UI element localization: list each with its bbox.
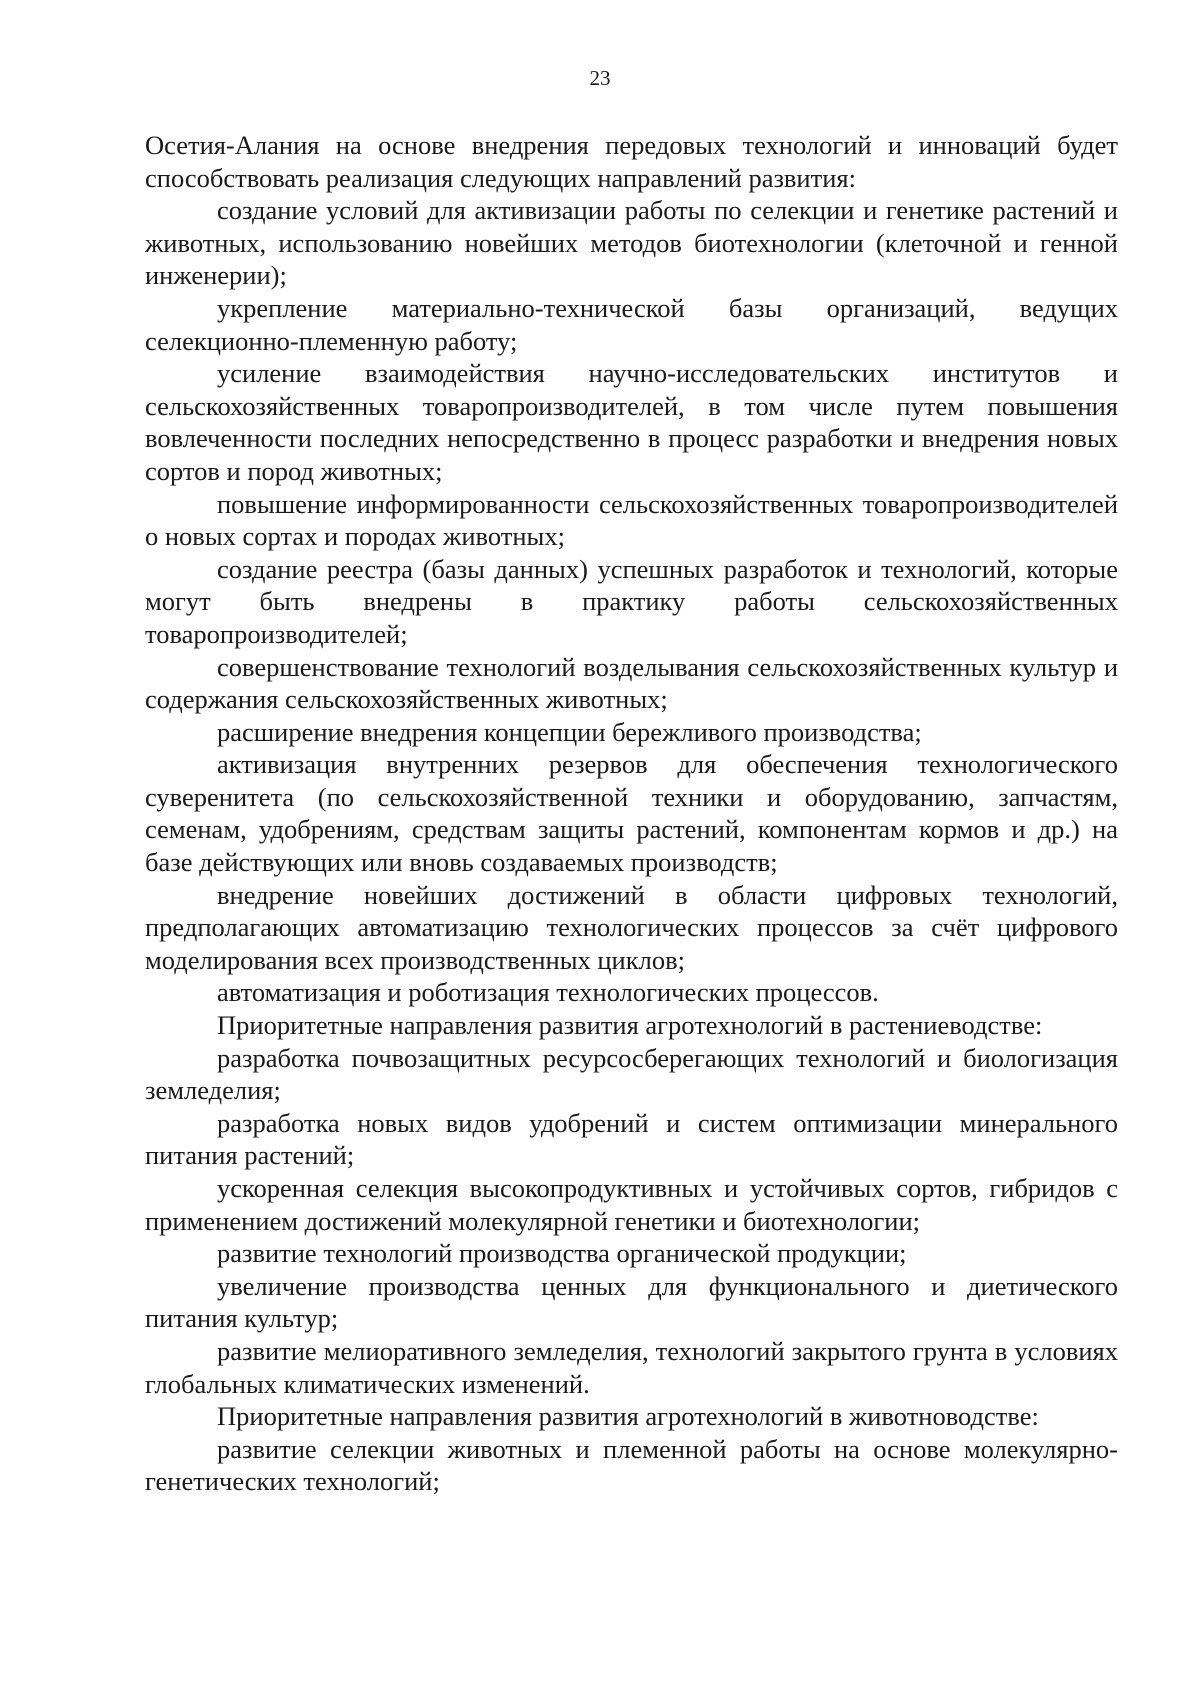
list-item: усиление взаимодействия научно-исследовательских институтов и сельскохозяйственных товаропроизводителей, в том числе путем повышения вовлеченности последних непосредственно в процесс разработки и внедрения новых сортов и пород животных; <box>145 358 1118 486</box>
list-item: ускоренная селекция высокопродуктивных и устойчивых сортов, гибридов с применением достижений молекулярной генетики и биотехнологии; <box>145 1173 1118 1236</box>
list-item: развитие мелиоративного земледелия, технологий закрытого грунта в условиях глобальных климатических изменений. <box>145 1335 1118 1399</box>
list-item: увеличение производства ценных для функционального и диетического питания культур; <box>145 1270 1118 1334</box>
section-lead: Приоритетные направления развития агротехнологий в животноводстве: <box>217 1401 1039 1432</box>
list-item: совершенствование технологий возделывания сельскохозяйственных культур и содержания сельскохозяйственных животных; <box>145 651 1118 715</box>
list-item: расширение внедрения концепции бережливого производства; <box>217 716 922 747</box>
list-item: укрепление материально-технической базы организаций, ведущих селекционно-племенную работу; <box>145 292 1118 356</box>
page-number: 23 <box>589 66 611 90</box>
section-lead: Приоритетные направления развития агротехнологий в растениеводстве: <box>217 1010 1043 1041</box>
document-body <box>145 129 1118 1498</box>
list-item: создание условий для активизации работы по селекции и генетике растений и животных, использованию новейших методов биотехнологии (клеточной и генной инженерии); <box>145 195 1118 291</box>
list-item: развитие технологий производства органической продукции; <box>217 1238 907 1269</box>
list-item: автоматизация и роботизация технологических процессов. <box>217 977 879 1008</box>
list-item: разработка почвозащитных ресурсосберегающих технологий и биологизация земледелия; <box>145 1042 1118 1106</box>
paragraph-continuation: Осетия-Алания на основе внедрения передовых технологий и инноваций будет способствовать реализация следующих направлений развития: <box>145 130 1118 193</box>
list-item: создание реестра (базы данных) успешных разработок и технологий, которые могут быть внедрены в практику работы сельскохозяйственных товаропроизводителей; <box>145 553 1118 649</box>
list-item: развитие селекции животных и племенной работы на основе молекулярно-генетических технологий; <box>145 1433 1118 1497</box>
list-item: разработка новых видов удобрений и систем оптимизации минерального питания растений; <box>145 1107 1118 1171</box>
list-item: активизация внутренних резервов для обеспечения технологического суверенитета (по сельскохозяйственной техники и оборудованию, запчастям, семенам, удобрениям, средствам защиты растений, компонентам кормов и др.) на базе действующих или вновь создаваемых производств; <box>145 749 1118 878</box>
list-item: внедрение новейших достижений в области цифровых технологий, предполагающих автоматизацию технологических процессов за счёт цифрового моделирования всех производственных циклов; <box>145 879 1118 975</box>
list-item: повышение информированности сельскохозяйственных товаропроизводителей о новых сортах и породах животных; <box>145 488 1118 552</box>
